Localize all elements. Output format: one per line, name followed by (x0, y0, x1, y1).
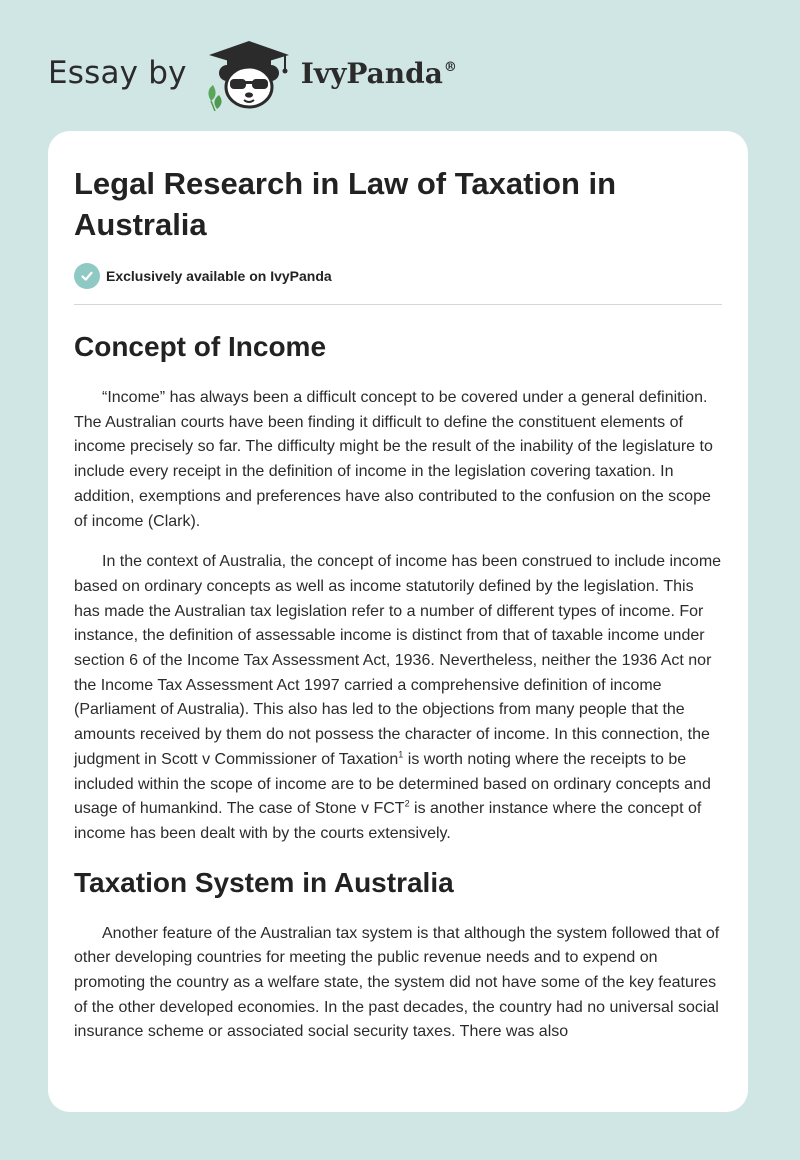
footnote-ref-2[interactable]: 2 (404, 798, 410, 809)
brand-header (48, 34, 457, 112)
paragraph-text: is another instance where the concept of income has been dealt with by the courts extensively. (74, 800, 702, 842)
divider (74, 304, 722, 305)
article-card (48, 131, 748, 1112)
check-icon (74, 263, 100, 289)
section-heading-concept-of-income: Concept of Income (74, 331, 327, 362)
panda-graduate-icon[interactable] (201, 35, 297, 111)
exclusive-text: Exclusively available on IvyPanda (106, 268, 332, 284)
brand-name (301, 57, 457, 90)
article-title: Legal Research in Law of Taxation in Australia (74, 166, 617, 242)
footnote-ref-1[interactable]: 1 (398, 749, 404, 760)
registered-mark: ® (443, 59, 457, 75)
paragraph-text: In the context of Australia, the concept of income has been construed to include income based on ordinary concepts as well as income statutorily defined by the legislation. This has made the Australian tax legislation refer to a number of different types of income. For instance, the definition of assessable income is distinct from that of taxable income under section 6 of the Income Tax Assessment Act, 1936. Nevertheless, neither the 1936 Act nor the Income Tax Assessment Act 1997 carried a comprehensive definition of income (Parliament of Australia). This also has led to the objections from many people that the amounts received by them do not possess the character of income. In this connection, the judgment in Scott v Commissioner of Taxation (74, 553, 722, 768)
section-heading-taxation-system: Taxation System in Australia (74, 866, 454, 898)
paragraph-text: is worth noting where the receipts to be included within the scope of income are to be determined based on ordinary concepts and usage of humankind. The case of Stone v FCT (74, 750, 711, 818)
paragraph (74, 550, 722, 846)
brand-name-text: IvyPanda (300, 56, 443, 90)
exclusive-badge (74, 263, 722, 289)
brand-prefix: Essay by (48, 55, 187, 91)
paragraph: “Income” has always been a difficult concept to be covered under a general definition. The Australian courts have been finding it difficult to define the constituent elements of income precisely so far. The difficulty might be the result of the inability of the legislature to include every receipt in the definition of income in the legislation covering taxation. In addition, exemptions and preferences have also contributed to the confusion on the scope of income (Clark). (74, 389, 713, 530)
paragraph: Another feature of the Australian tax system is that although the system followed that of other developing countries for meeting the public revenue needs and to expend on promoting the country as a welfare state, the system did not have some of the key features of the other developed economies. In the past decades, the country had no universal social insurance scheme or associated social security taxes. There was also (74, 924, 720, 1041)
